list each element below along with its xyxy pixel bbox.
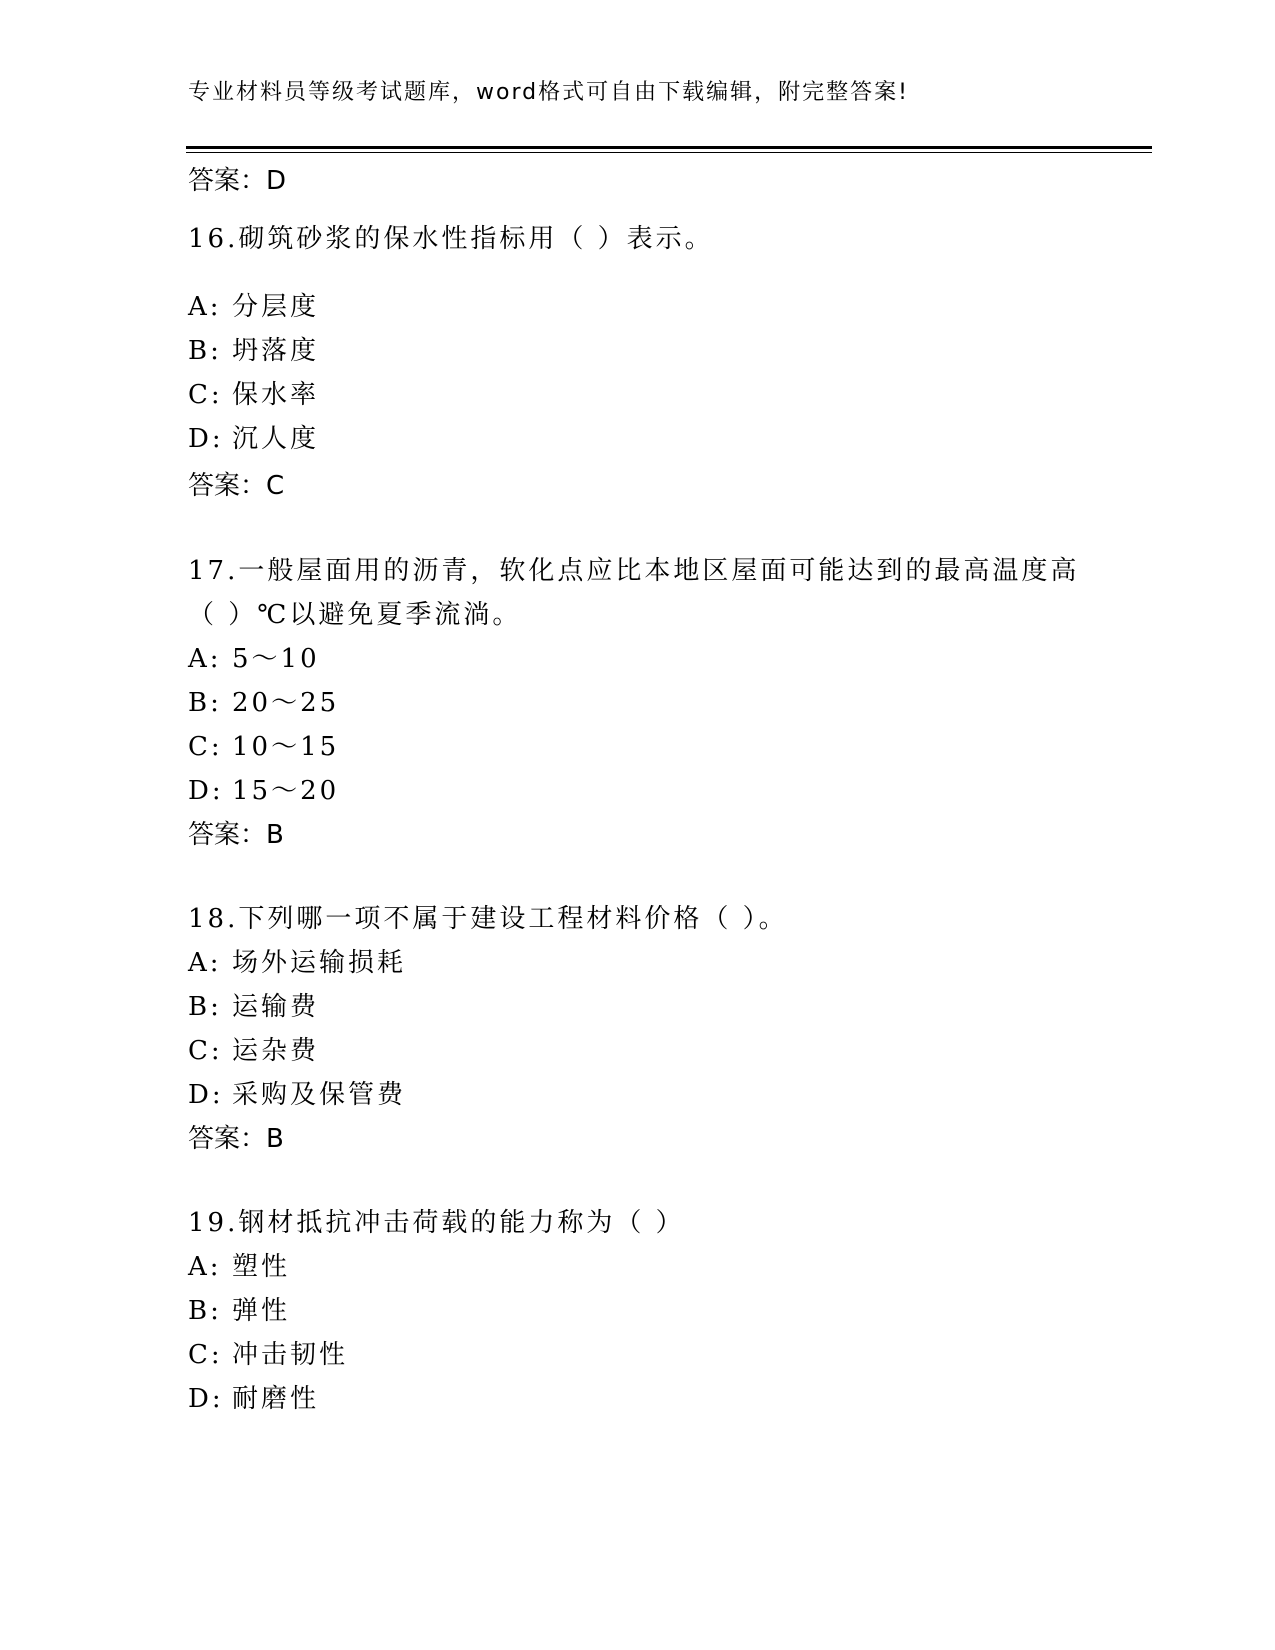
previous-answer: 答案：D	[188, 166, 287, 196]
option-b	[188, 682, 339, 719]
option-label: A:	[188, 644, 222, 674]
option-c	[188, 1334, 348, 1371]
option-text: 15～20	[232, 776, 340, 806]
option-label: D:	[188, 1384, 224, 1414]
question-stem: 18.下列哪一项不属于建设工程材料价格（ ）。	[188, 904, 788, 934]
option-c	[188, 374, 319, 411]
option-b	[188, 330, 319, 367]
option-a	[188, 1246, 290, 1283]
header-text: 专业材料员等级考试题库，word格式可自由下载编辑，附完整答案!	[188, 80, 909, 105]
option-text: 保水率	[232, 380, 320, 410]
option-text: 10～15	[232, 732, 340, 762]
option-a	[188, 286, 319, 323]
option-label: B:	[188, 1296, 222, 1326]
option-text: 分层度	[232, 292, 320, 322]
option-label: A:	[188, 1252, 222, 1282]
option-text: 塑性	[232, 1252, 291, 1282]
answer: 答案：B	[188, 1124, 284, 1154]
answer: 答案：C	[188, 471, 285, 501]
option-b	[188, 1290, 290, 1327]
option-text: 运杂费	[232, 1036, 320, 1066]
option-b	[188, 986, 319, 1023]
option-d	[188, 1074, 406, 1111]
option-label: C:	[188, 1036, 223, 1066]
option-label: D:	[188, 424, 224, 454]
option-text: 沉人度	[232, 424, 320, 454]
header-rule-thin	[186, 152, 1152, 153]
option-text: 耐磨性	[232, 1384, 320, 1414]
option-d	[188, 418, 319, 455]
option-label: A:	[188, 948, 222, 978]
option-d	[188, 1378, 319, 1415]
option-d	[188, 770, 339, 807]
option-text: 坍落度	[232, 336, 320, 366]
option-text: 采购及保管费	[232, 1080, 407, 1110]
option-text: 场外运输损耗	[232, 948, 407, 978]
option-text: 运输费	[232, 992, 320, 1022]
option-label: B:	[188, 336, 222, 366]
option-a	[188, 942, 406, 979]
option-label: B:	[188, 688, 222, 718]
option-label: B:	[188, 992, 222, 1022]
option-text: 冲击韧性	[232, 1340, 349, 1370]
option-c	[188, 726, 339, 763]
option-label: C:	[188, 732, 223, 762]
option-label: A:	[188, 292, 222, 322]
option-text: 20～25	[232, 688, 340, 718]
option-a	[188, 638, 320, 675]
option-label: C:	[188, 1340, 223, 1370]
option-label: D:	[188, 776, 224, 806]
header-rule-thick	[186, 146, 1152, 149]
option-label: D:	[188, 1080, 224, 1110]
answer: 答案：B	[188, 820, 284, 850]
option-text: 5～10	[232, 644, 320, 674]
question-stem: 19.钢材抵抗冲击荷载的能力称为（ ）	[188, 1208, 685, 1238]
question-stem: 16.砌筑砂浆的保水性指标用（ ）表示。	[188, 224, 714, 254]
option-label: C:	[188, 380, 223, 410]
option-c	[188, 1030, 319, 1067]
option-text: 弹性	[232, 1296, 291, 1326]
question-stem-continued: （ ）℃以避免夏季流淌。	[188, 600, 522, 630]
question-stem: 17.一般屋面用的沥青，软化点应比本地区屋面可能达到的最高温度高	[188, 556, 1080, 586]
